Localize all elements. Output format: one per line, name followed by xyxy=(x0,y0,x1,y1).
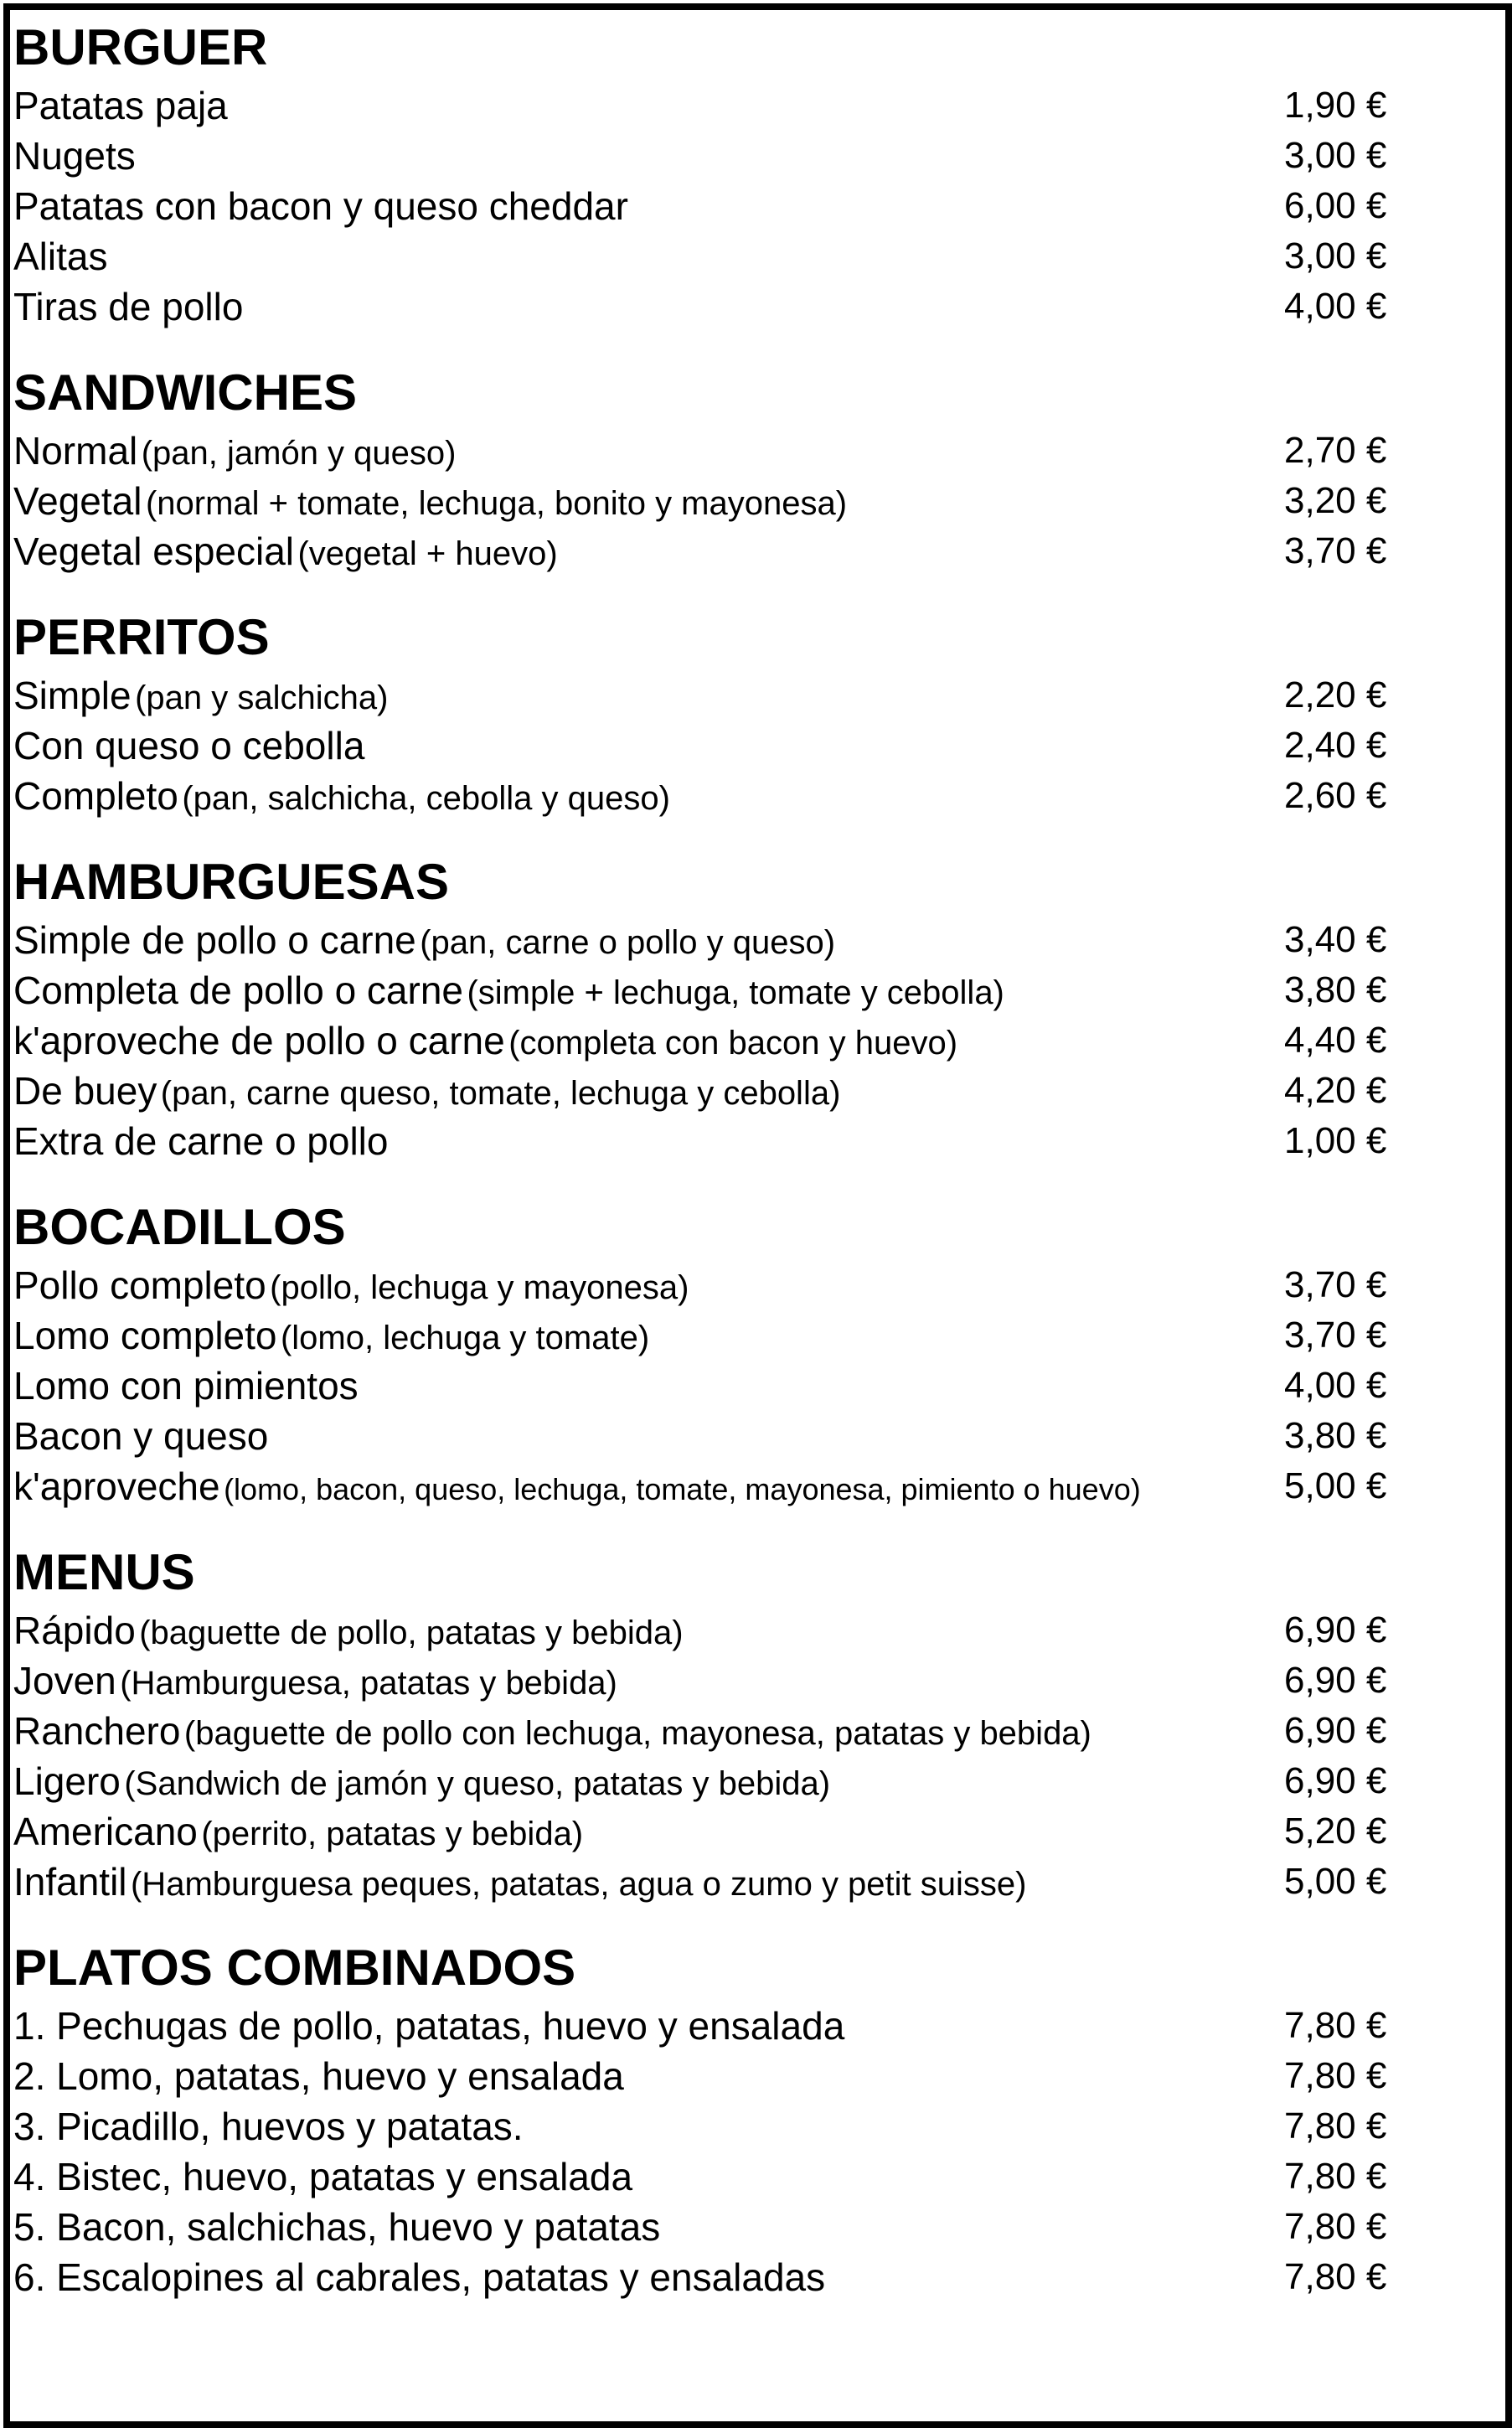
menu-item xyxy=(13,2152,1499,2202)
menu-section xyxy=(13,1540,1499,1907)
item-name: 6. Escalopines al cabrales, patatas y ensaladas xyxy=(13,2255,826,2299)
menu-item xyxy=(13,1361,1499,1411)
item-name: Simple de pollo o carne xyxy=(13,918,416,962)
item-name: 2. Lomo, patatas, huevo y ensalada xyxy=(13,2054,624,2098)
item-description: (pan, carne o pollo y queso) xyxy=(420,924,836,961)
item-name: Patatas con bacon y queso cheddar xyxy=(13,184,628,228)
item-name: Nugets xyxy=(13,134,136,178)
menu-section xyxy=(13,605,1499,821)
item-name: Tiras de pollo xyxy=(13,285,244,328)
menu-item xyxy=(13,1066,1499,1116)
menu-item xyxy=(13,1411,1499,1461)
item-name: Patatas paja xyxy=(13,84,228,127)
item-price: 3,20 € xyxy=(1284,480,1387,521)
item-price: 4,40 € xyxy=(1284,1020,1387,1061)
item-price: 4,00 € xyxy=(1284,1365,1387,1406)
item-name: Vegetal xyxy=(13,479,142,523)
item-name: Completo xyxy=(13,774,178,818)
section-title: HAMBURGUESAS xyxy=(13,854,450,910)
item-price: 1,00 € xyxy=(1284,1120,1387,1161)
item-description: (simple + lechuga, tomate y cebolla) xyxy=(467,974,1004,1011)
menu-item xyxy=(13,282,1499,332)
item-name: Pollo completo xyxy=(13,1263,266,1307)
item-price: 7,80 € xyxy=(1284,2005,1387,2046)
item-description: (normal + tomate, lechuga, bonito y mayonesa) xyxy=(145,485,848,522)
item-price: 5,00 € xyxy=(1284,1465,1387,1506)
item-price: 6,00 € xyxy=(1284,185,1387,226)
item-price: 7,80 € xyxy=(1284,2156,1387,2197)
menu-page xyxy=(13,15,1499,2302)
menu-item xyxy=(13,670,1499,721)
item-price: 3,00 € xyxy=(1284,235,1387,276)
menu-item xyxy=(13,965,1499,1015)
item-price: 2,60 € xyxy=(1284,775,1387,816)
item-name: Alitas xyxy=(13,235,108,278)
menu-item xyxy=(13,2001,1499,2051)
item-price: 2,40 € xyxy=(1284,725,1387,766)
menu-item xyxy=(13,1116,1499,1166)
item-description: (perrito, patatas y bebida) xyxy=(201,1816,584,1852)
item-price: 3,70 € xyxy=(1284,530,1387,571)
menu-section xyxy=(13,15,1499,332)
menu-item xyxy=(13,1756,1499,1806)
item-name: k'aproveche xyxy=(13,1465,220,1508)
item-name: k'aproveche de pollo o carne xyxy=(13,1019,505,1062)
item-price: 6,90 € xyxy=(1284,1609,1387,1651)
menu-section xyxy=(13,360,1499,576)
item-name: 1. Pechugas de pollo, patatas, huevo y ensalada xyxy=(13,2004,845,2048)
menu-item xyxy=(13,771,1499,821)
item-price: 5,00 € xyxy=(1284,1861,1387,1902)
item-name: Ranchero xyxy=(13,1709,181,1753)
menu-item xyxy=(13,1310,1499,1361)
menu-item xyxy=(13,721,1499,771)
menu-item xyxy=(13,1656,1499,1706)
item-description: (Hamburguesa, patatas y bebida) xyxy=(120,1665,617,1702)
item-name: Completa de pollo o carne xyxy=(13,969,463,1012)
menu-item xyxy=(13,526,1499,576)
item-price: 1,90 € xyxy=(1284,85,1387,126)
section-title: BOCADILLOS xyxy=(13,1199,346,1255)
item-name: Bacon y queso xyxy=(13,1414,269,1458)
item-description: (pan, salchicha, cebolla y queso) xyxy=(182,780,670,817)
item-price: 3,70 € xyxy=(1284,1315,1387,1356)
item-price: 2,20 € xyxy=(1284,674,1387,715)
item-name: Joven xyxy=(13,1659,116,1702)
item-description: (pan, carne queso, tomate, lechuga y cebolla) xyxy=(160,1075,841,1112)
item-name: Normal xyxy=(13,429,138,473)
item-name: Lomo completo xyxy=(13,1314,277,1357)
item-description: (lomo, lechuga y tomate) xyxy=(280,1320,650,1356)
menu-item xyxy=(13,2101,1499,2152)
item-price: 4,20 € xyxy=(1284,1070,1387,1111)
item-description: (lomo, bacon, queso, lechuga, tomate, mayonesa, pimiento o huevo) xyxy=(224,1472,1141,1506)
item-price: 6,90 € xyxy=(1284,1660,1387,1701)
item-name: Lomo con pimientos xyxy=(13,1364,359,1408)
section-title: PLATOS COMBINADOS xyxy=(13,1940,576,1996)
item-name: 3. Picadillo, huevos y patatas. xyxy=(13,2105,524,2148)
item-description: (Hamburguesa peques, patatas, agua o zumo y petit suisse) xyxy=(130,1866,1027,1903)
section-title: PERRITOS xyxy=(13,609,270,665)
menu-item xyxy=(13,1806,1499,1857)
item-description: (completa con bacon y huevo) xyxy=(508,1025,958,1062)
item-price: 7,80 € xyxy=(1284,2206,1387,2247)
item-description: (baguette de pollo, patatas y bebida) xyxy=(139,1614,684,1651)
menu-item xyxy=(13,80,1499,131)
item-price: 3,80 € xyxy=(1284,1415,1387,1456)
item-name: Americano xyxy=(13,1810,198,1853)
item-price: 2,70 € xyxy=(1284,430,1387,471)
item-description: (pan, jamón y queso) xyxy=(141,435,457,472)
item-name: 5. Bacon, salchichas, huevo y patatas xyxy=(13,2205,661,2249)
menu-item xyxy=(13,1706,1499,1756)
menu-item xyxy=(13,426,1499,476)
menu-section xyxy=(13,1195,1499,1511)
menu-item xyxy=(13,1857,1499,1907)
item-price: 7,80 € xyxy=(1284,2256,1387,2297)
item-price: 3,00 € xyxy=(1284,135,1387,176)
item-name: 4. Bistec, huevo, patatas y ensalada xyxy=(13,2155,633,2198)
item-name: Vegetal especial xyxy=(13,530,295,573)
item-price: 4,00 € xyxy=(1284,286,1387,327)
menu-item xyxy=(13,231,1499,282)
item-name: Ligero xyxy=(13,1759,121,1803)
menu-item xyxy=(13,1605,1499,1656)
item-name: Rápido xyxy=(13,1609,136,1652)
menu-item xyxy=(13,915,1499,965)
item-price: 6,90 € xyxy=(1284,1710,1387,1751)
menu-item xyxy=(13,2202,1499,2252)
menu-section xyxy=(13,850,1499,1166)
item-price: 3,80 € xyxy=(1284,969,1387,1010)
menu-item xyxy=(13,2051,1499,2101)
item-price: 7,80 € xyxy=(1284,2055,1387,2096)
menu-item xyxy=(13,2252,1499,2302)
menu-item xyxy=(13,1015,1499,1066)
menu-item xyxy=(13,1260,1499,1310)
item-description: (pan y salchicha) xyxy=(135,679,389,716)
item-price: 6,90 € xyxy=(1284,1760,1387,1801)
section-title: BURGUER xyxy=(13,19,268,75)
item-name: Infantil xyxy=(13,1860,127,1904)
item-price: 5,20 € xyxy=(1284,1811,1387,1852)
section-title: SANDWICHES xyxy=(13,364,358,421)
item-price: 3,70 € xyxy=(1284,1264,1387,1305)
menu-item xyxy=(13,476,1499,526)
item-name: Extra de carne o pollo xyxy=(13,1119,389,1163)
item-name: De buey xyxy=(13,1069,157,1113)
item-price: 3,40 € xyxy=(1284,919,1387,960)
item-description: (Sandwich de jamón y queso, patatas y bebida) xyxy=(124,1765,831,1802)
item-name: Con queso o cebolla xyxy=(13,724,365,767)
item-description: (vegetal + huevo) xyxy=(297,535,558,572)
menu-item xyxy=(13,181,1499,231)
item-description: (baguette de pollo con lechuga, mayonesa, patatas y bebida) xyxy=(183,1715,1091,1752)
item-description: (pollo, lechuga y mayonesa) xyxy=(270,1269,689,1306)
menu-item xyxy=(13,1461,1499,1511)
menu-item xyxy=(13,131,1499,181)
menu-section xyxy=(13,1935,1499,2302)
item-name: Simple xyxy=(13,674,132,717)
item-price: 7,80 € xyxy=(1284,2105,1387,2146)
section-title: MENUS xyxy=(13,1544,195,1600)
